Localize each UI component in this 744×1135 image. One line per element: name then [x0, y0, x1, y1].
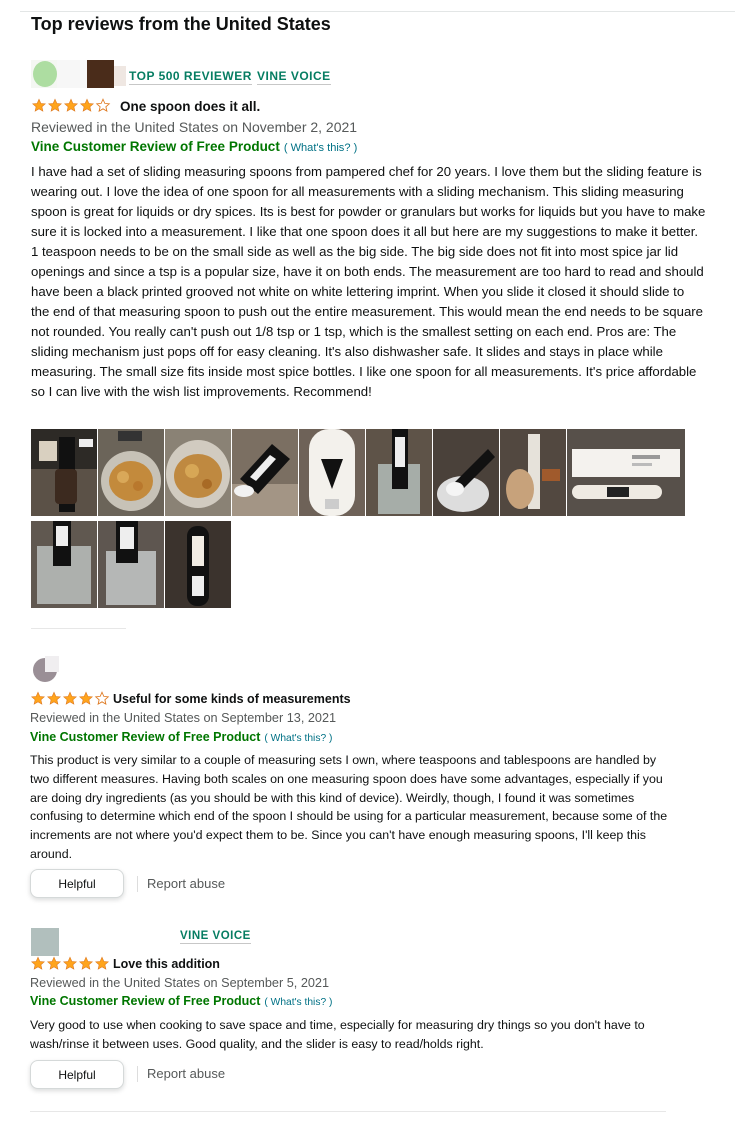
vine-label-text: Vine Customer Review of Free Product	[30, 994, 261, 1008]
reviewer-avatar[interactable]	[31, 656, 59, 684]
star-filled-icon	[63, 98, 79, 113]
report-abuse-link[interactable]: Report abuse	[147, 1066, 226, 1081]
review-photo[interactable]	[299, 429, 365, 516]
vine-label-text: Vine Customer Review of Free Product	[31, 139, 280, 154]
star-filled-icon	[78, 691, 94, 706]
star-rating[interactable]	[31, 98, 111, 114]
star-filled-icon	[62, 956, 78, 971]
star-filled-icon	[46, 956, 62, 971]
vine-label-text: Vine Customer Review of Free Product	[30, 730, 261, 744]
review-body: This product is very similar to a couple of measuring sets I own, where teaspoons and tablespoons are handled by two different measures. Having both scales on one measuring spoon does have some advantages, especially if you are doing dry ingredients (as you should be with this kind of device). Weirdly, though, I found it was sometimes confusing to determine which end of the spoon I should be using for a particular measurement, because some of the increments are not where you'd expect them to be. Since you can't have enough measuring spoons, I'll keep this around.	[30, 753, 668, 861]
star-filled-icon	[79, 98, 95, 113]
report-abuse-link[interactable]: Report abuse	[147, 876, 226, 891]
star-filled-icon	[78, 956, 94, 971]
whats-this-link[interactable]: ( What's this? )	[283, 142, 358, 154]
star-filled-icon	[30, 956, 46, 971]
review-photo[interactable]	[98, 521, 164, 608]
review-photos	[31, 429, 686, 610]
star-rating[interactable]	[30, 956, 110, 972]
badge-vine-voice: VINE VOICE	[180, 930, 251, 942]
top-divider	[20, 11, 735, 12]
review-body: Very good to use when cooking to save space and time, especially for measuring dry things so you don't have to wash/rinse it between uses. Good quality, and the slider is easy to read/holds right.	[30, 1018, 645, 1051]
section-title: Top reviews from the United States	[31, 14, 331, 34]
review-body: I have had a set of sliding measuring spoons from pampered chef for 20 years. I love them but the sliding feature is wearing out. I love the idea of one spoon for all measurements with a sliding mechanism. This sliding measuring spoon is great for liquids or dry spices. Its is best for powder or granulars but works for liquids but you have to make sure it is locked into a measurement. I like that one spoon does it all but here are my suggestions to make it better. 1 teaspoon needs to be on the small side as well as the big side. The big side does not fit into most spice jar lid openings and since a tsp is a popular size, have it on both ends. The measurement are too hard to read and should have been a black printed grooved not white on white lettering imprint. When you slide it closed it should slide to the end of that measuring spoon to push out the entire measurement. This would mean the end needs to be square not rounded. You really can't push out 1/8 tsp or 1 tsp, which is the smallest setting on each end. Pros are: The sliding mechanism just pops off for easy cleaning. It's also dishwasher safe. It slides and stays in place while measuring. The small size fits inside most spice bottles. I like one spoon for all measurements. It's price affordable so I can live with the wish list improvements. Recommend!	[31, 164, 706, 399]
badge-top-500-reviewer: TOP 500 REVIEWER	[129, 69, 252, 83]
reviewer-avatar[interactable]	[31, 60, 126, 88]
star-filled-icon	[62, 691, 78, 706]
review-photo[interactable]	[165, 521, 231, 608]
star-empty-icon	[95, 98, 111, 113]
star-filled-icon	[31, 98, 47, 113]
review-date: Reviewed in the United States on November 2, 2021	[31, 119, 358, 135]
review-photo[interactable]	[567, 429, 685, 516]
review-title[interactable]: One spoon does it all.	[120, 99, 261, 114]
review-photo[interactable]	[31, 429, 97, 516]
star-rating[interactable]	[30, 691, 110, 707]
review-divider	[31, 628, 126, 629]
vine-label	[30, 994, 332, 1008]
avatar-image	[31, 928, 59, 956]
review-photo[interactable]	[366, 429, 432, 516]
vine-label	[30, 730, 332, 744]
whats-this-link[interactable]: ( What's this? )	[264, 997, 333, 1008]
star-filled-icon	[46, 691, 62, 706]
review-photo[interactable]	[98, 429, 164, 516]
review-photo[interactable]	[433, 429, 499, 516]
star-filled-icon	[94, 956, 110, 971]
star-filled-icon	[30, 691, 46, 706]
helpful-button[interactable]: Helpful	[30, 1060, 124, 1089]
action-separator	[137, 876, 138, 892]
helpful-button[interactable]: Helpful	[30, 869, 124, 898]
review-photo[interactable]	[500, 429, 566, 516]
review-date: Reviewed in the United States on September 13, 2021	[30, 711, 337, 725]
reviewer-avatar[interactable]	[31, 928, 59, 956]
review-title[interactable]: Useful for some kinds of measurements	[113, 692, 351, 706]
review-divider	[30, 1111, 666, 1112]
avatar-image	[31, 656, 59, 684]
review-photo[interactable]	[31, 521, 97, 608]
badge-vine-voice: VINE VOICE	[257, 69, 331, 83]
review-title[interactable]: Love this addition	[113, 957, 220, 971]
star-filled-icon	[47, 98, 63, 113]
review-photo[interactable]	[232, 429, 298, 516]
star-empty-icon	[94, 691, 110, 706]
action-separator	[137, 1066, 138, 1082]
avatar-image	[31, 60, 126, 88]
review-date: Reviewed in the United States on September 5, 2021	[30, 976, 330, 990]
review-photo[interactable]	[165, 429, 231, 516]
whats-this-link[interactable]: ( What's this? )	[264, 733, 333, 744]
vine-label	[31, 139, 357, 154]
